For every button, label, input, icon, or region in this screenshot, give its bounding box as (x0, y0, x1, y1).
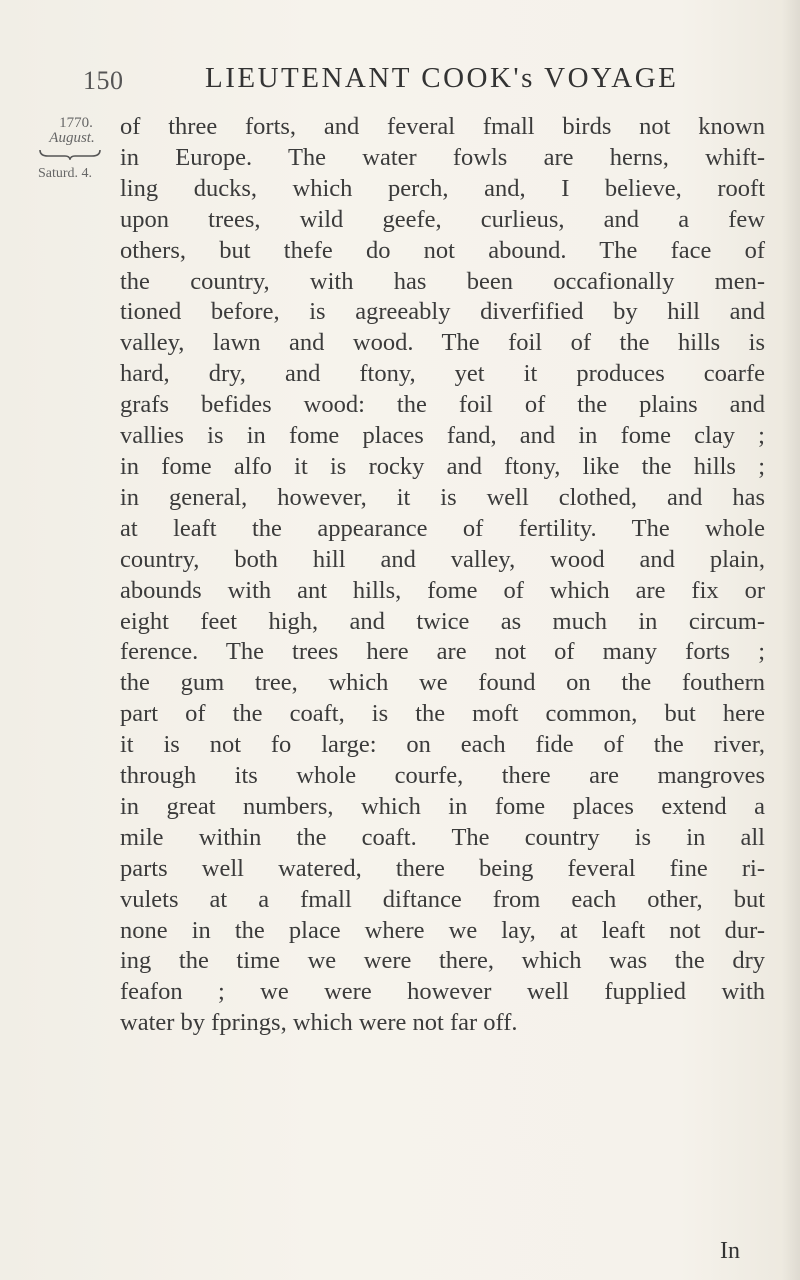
text-line: hard, dry, and ftony, yet it produces coarfe (120, 360, 765, 388)
text-line: in general, however, it is well clothed, and has (120, 483, 765, 511)
text-line: vallies is in fome places fand, and in fome clay ; (120, 422, 765, 450)
text-line: ling ducks, which perch, and, I believe, rooft (120, 174, 765, 202)
text-line: it is not fo large: on each fide of the river, (120, 731, 765, 759)
text-line: part of the coaft, is the moft common, but here (120, 700, 765, 728)
text-line: none in the place where we lay, at leaft not dur- (120, 916, 765, 944)
text-line: at leaft the appearance of fertility. The whole (120, 514, 765, 542)
margin-brace-icon (38, 148, 102, 160)
text-line: valley, lawn and wood. The foil of the hills is (120, 329, 765, 357)
text-line: grafs befides wood: the foil of the plains and (120, 391, 765, 419)
text-line: eight feet high, and twice as much in circum- (120, 607, 765, 635)
page-header (0, 62, 800, 102)
margin-month: August. (49, 130, 95, 146)
running-head: LIEUTENANT COOK's VOYAGE (205, 62, 679, 94)
text-line: of three forts, and feveral fmall birds not known (120, 113, 765, 140)
text-line: ference. The trees here are not of many forts ; (120, 638, 765, 666)
text-line: ing the time we were there, which was the dry (120, 947, 765, 975)
text-line: vulets at a fmall diftance from each other, but (120, 885, 765, 913)
margin-year: 1770. (59, 115, 93, 131)
text-line: the gum tree, which we found on the fouthern (120, 669, 765, 697)
text-line: mile within the coaft. The country is in all (120, 823, 765, 851)
text-line: abounds with ant hills, fome of which are fix or (120, 576, 765, 604)
text-line: in great numbers, which in fome places extend a (120, 792, 765, 820)
text-line: in fome alfo it is rocky and ftony, like the hills ; (120, 452, 765, 480)
text-line: water by fprings, which were not far off. (120, 1009, 518, 1037)
page-number: 150 (83, 66, 124, 95)
text-line: in Europe. The water fowls are herns, whift- (120, 143, 765, 171)
page-edge-shadow (782, 0, 800, 1280)
text-line: parts well watered, there being feveral fine ri- (120, 854, 765, 882)
text-line: tioned before, is agreeably diverfified by hill and (120, 298, 765, 326)
text-line: the country, with has been occafionally men- (120, 267, 765, 295)
text-line: through its whole courfe, there are mangroves (120, 762, 765, 790)
text-line: upon trees, wild geefe, curlieus, and a few (120, 205, 765, 233)
text-line: country, both hill and valley, wood and plain, (120, 545, 765, 573)
catchword: In (720, 1238, 740, 1264)
body-text (120, 112, 765, 1039)
text-line: others, but thefe do not abound. The face of (120, 236, 765, 264)
margin-day: Saturd. 4. (37, 166, 93, 181)
text-line: feafon ; we were however well fupplied with (120, 978, 765, 1006)
